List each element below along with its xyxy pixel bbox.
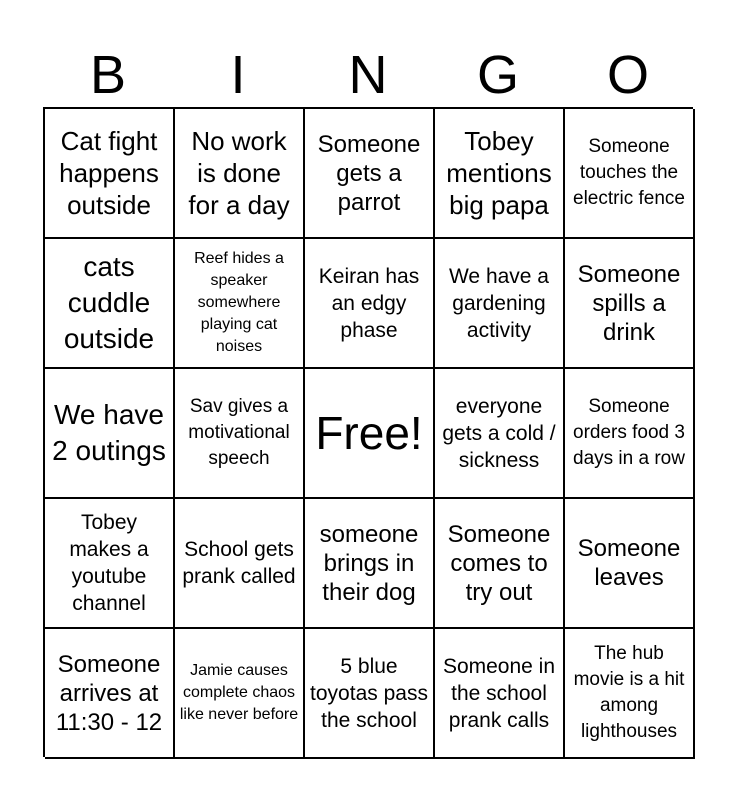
bingo-cell[interactable] bbox=[45, 499, 175, 629]
bingo-cell[interactable] bbox=[565, 239, 695, 369]
cell-text: Someone orders food 3 days in a row bbox=[573, 396, 685, 469]
cell-text: We have a gardening activity bbox=[448, 264, 549, 342]
bingo-cell[interactable] bbox=[565, 369, 695, 499]
cell-text: Someone gets a parrot bbox=[317, 130, 421, 216]
bingo-cell[interactable] bbox=[435, 369, 565, 499]
bingo-cell[interactable] bbox=[435, 109, 565, 239]
cell-text: The hub movie is a hit among lighthouses bbox=[573, 643, 685, 742]
cell-text: Someone leaves bbox=[577, 535, 681, 591]
bingo-cell[interactable] bbox=[435, 499, 565, 629]
bingo-cell[interactable] bbox=[305, 629, 435, 759]
cell-text: Cat fight happens outside bbox=[59, 126, 159, 220]
cell-text: Tobey mentions big papa bbox=[446, 126, 552, 220]
cell-text: Someone comes to try out bbox=[447, 520, 551, 606]
free-space-text: Free! bbox=[315, 407, 423, 459]
bingo-cell[interactable] bbox=[435, 239, 565, 369]
cell-text: Someone touches the electric fence bbox=[573, 136, 685, 209]
cell-text: cats cuddle outside bbox=[63, 251, 155, 354]
bingo-board bbox=[43, 107, 693, 757]
header-letter-i: I bbox=[230, 45, 246, 105]
cell-text: Keiran has an edgy phase bbox=[318, 264, 420, 342]
bingo-cell[interactable] bbox=[565, 109, 695, 239]
cell-text: Reef hides a speaker somewhere playing cat noises bbox=[194, 250, 284, 355]
free-space[interactable] bbox=[305, 369, 435, 499]
cell-text: someone brings in their dog bbox=[319, 520, 419, 606]
cell-text: Sav gives a motivational speech bbox=[188, 396, 290, 469]
bingo-cell[interactable] bbox=[175, 499, 305, 629]
header-letter-b: B bbox=[89, 45, 127, 105]
bingo-cell[interactable] bbox=[45, 629, 175, 759]
cell-text: No work is done for a day bbox=[188, 126, 290, 220]
cell-text: Someone spills a drink bbox=[577, 260, 681, 346]
bingo-cell[interactable] bbox=[435, 629, 565, 759]
bingo-cell[interactable] bbox=[565, 499, 695, 629]
cell-text: 5 blue toyotas pass the school bbox=[310, 654, 428, 732]
bingo-cell[interactable] bbox=[305, 499, 435, 629]
bingo-cell[interactable] bbox=[45, 239, 175, 369]
bingo-cell[interactable] bbox=[45, 109, 175, 239]
bingo-cell[interactable] bbox=[175, 629, 305, 759]
bingo-cell[interactable] bbox=[175, 109, 305, 239]
cell-text: everyone gets a cold / sickness bbox=[442, 394, 556, 472]
bingo-cell[interactable] bbox=[305, 109, 435, 239]
cell-text: Someone arrives at 11:30 - 12 bbox=[55, 650, 163, 736]
cell-text: Someone in the school prank calls bbox=[442, 654, 556, 732]
bingo-cell[interactable] bbox=[175, 239, 305, 369]
header-letter-o: O bbox=[606, 45, 649, 105]
bingo-cell[interactable] bbox=[175, 369, 305, 499]
header-letter-g: G bbox=[476, 45, 519, 105]
bingo-cell[interactable] bbox=[305, 239, 435, 369]
header-letter-n: N bbox=[348, 45, 388, 105]
bingo-cell[interactable] bbox=[45, 369, 175, 499]
cell-text: Jamie causes complete chaos like never before bbox=[179, 662, 299, 723]
bingo-header bbox=[43, 44, 693, 106]
bingo-cell[interactable] bbox=[565, 629, 695, 759]
cell-text: We have 2 outings bbox=[52, 399, 166, 466]
cell-text: Tobey makes a youtube channel bbox=[69, 511, 149, 615]
cell-text: School gets prank called bbox=[182, 538, 296, 588]
